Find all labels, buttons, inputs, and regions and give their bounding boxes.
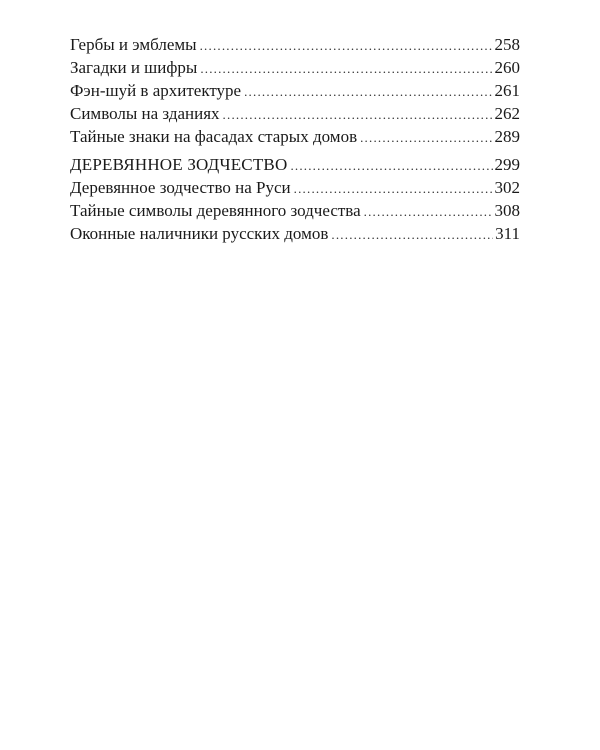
toc-dot-leader xyxy=(364,201,493,223)
toc-entry-title: Тайные знаки на фасадах старых домов xyxy=(70,127,358,146)
toc-section-heading xyxy=(70,154,520,177)
toc-entry-title: Оконные наличники русских домов xyxy=(70,224,329,243)
toc-entry-title: Деревянное зодчество на Руси xyxy=(70,178,291,197)
toc-dot-leader xyxy=(223,104,493,126)
toc-entry-page: 258 xyxy=(494,35,520,54)
toc-dot-leader xyxy=(200,58,492,80)
toc-entry-page: 311 xyxy=(495,224,520,243)
toc-dot-leader xyxy=(290,155,492,177)
toc-entry xyxy=(70,126,520,149)
toc-section-title: ДЕРЕВЯННОЕ ЗОДЧЕСТВО xyxy=(70,155,288,174)
table-of-contents xyxy=(70,34,520,246)
toc-entry xyxy=(70,103,520,126)
toc-dot-leader xyxy=(294,178,493,200)
toc-entry-page: 302 xyxy=(494,178,520,197)
toc-entry-page: 299 xyxy=(494,155,520,174)
toc-entry-page: 289 xyxy=(494,127,520,146)
toc-entry-page: 262 xyxy=(494,104,520,123)
toc-entry xyxy=(70,57,520,80)
toc-dot-leader xyxy=(360,127,492,149)
toc-entry xyxy=(70,200,520,223)
toc-entry-page: 261 xyxy=(494,81,520,100)
toc-entry xyxy=(70,177,520,200)
toc-entry-title: Фэн-шуй в архитектуре xyxy=(70,81,242,100)
toc-dot-leader xyxy=(331,224,493,246)
toc-entry xyxy=(70,34,520,57)
toc-entry-title: Загадки и шифры xyxy=(70,58,198,77)
toc-entry xyxy=(70,223,520,246)
toc-entry-title: Тайные символы деревянного зодчества xyxy=(70,201,361,220)
toc-entry xyxy=(70,80,520,103)
toc-dot-leader xyxy=(244,81,492,103)
toc-entry-title: Символы на зданиях xyxy=(70,104,220,123)
toc-entry-title: Гербы и эмблемы xyxy=(70,35,197,54)
toc-entry-page: 260 xyxy=(494,58,520,77)
toc-dot-leader xyxy=(200,35,493,57)
toc-entry-page: 308 xyxy=(494,201,520,220)
